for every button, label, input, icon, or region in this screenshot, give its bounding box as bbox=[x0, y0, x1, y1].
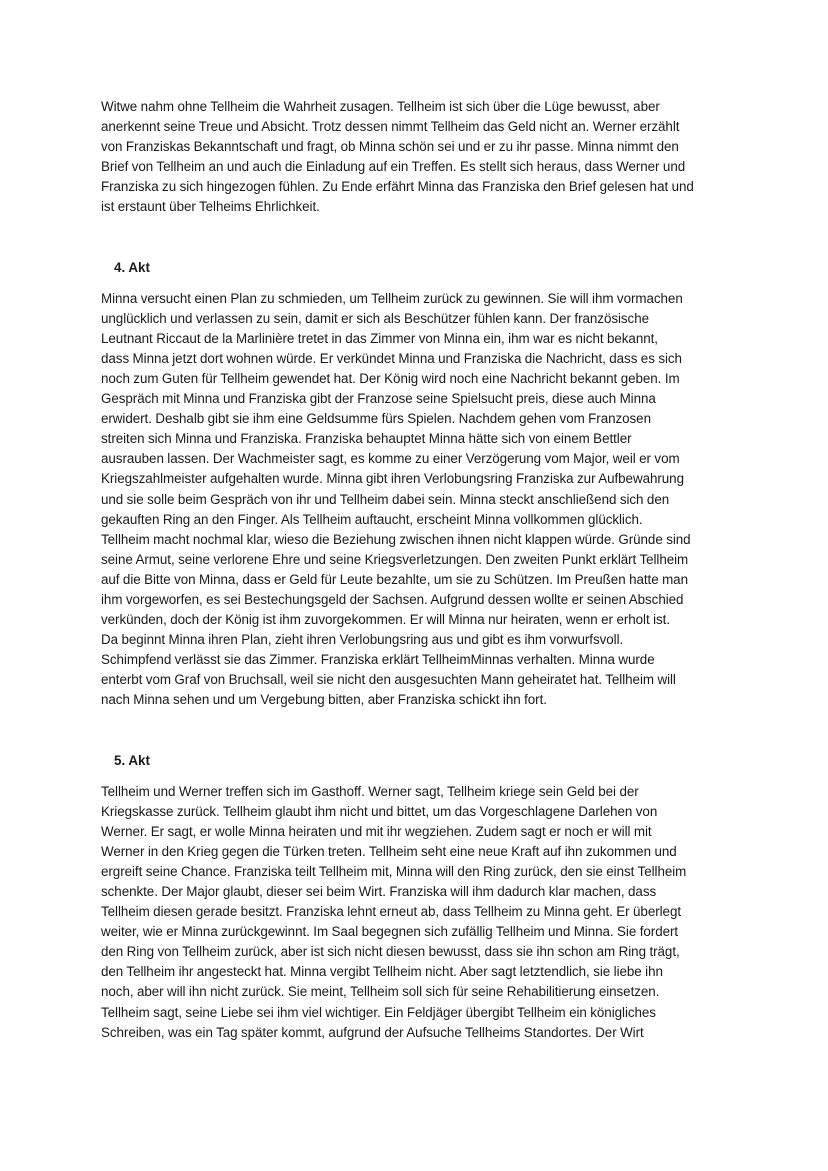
act-5-paragraph: Tellheim und Werner treffen sich im Gasthoff. Werner sagt, Tellheim kriege sein Geld bei der Kriegskasse zurück. Tellheim glaubt ihm nicht und bittet, um das Vorgeschlagene Darlehen von Werner. Er sagt, er wolle Minna heiraten und mit ihr wegziehen. Zudem sagt er noch er will mit Werner in den Krieg gegen die Türken treten. Tellheim seht eine neue Kraft auf ihn zukommen und ergreift seine Chance. Franziska teilt Tellheim mit, Minna will den Ring zurück, den sie einst Tellheim schenkte. Der Major glaubt, dieser sei beim Wirt. Franziska will ihm dadurch klar machen, dass Tellheim diesen gerade besitzt. Franziska lehnt erneut ab, dass Tellheim zu Minna geht. Er überlegt weiter, wie er Minna zurückgewinnt. Im Saal begegnen sich zufällig Tellheim und Minna. Sie fordert den Ring von Tellheim zurück, aber ist sich nicht diesen bewusst, dass sie ihn schon am Ring trägt, den Tellheim ihr angesteckt hat. Minna vergibt Tellheim nicht. Aber sagt letztendlich, sie liebe ihn noch, aber will ihn nicht zurück. Sie meint, Tellheim soll sich für seine Rehabilitierung einsetzen. Tellheim sagt, seine Liebe sei ihm viel wichtiger. Ein Feldjäger übergibt Tellheim ein königliches Schreiben, was ein Tag später kommt, aufgrund der Aufsuche Tellheims Standortes. Der Wirt bbox=[101, 783, 687, 1040]
act-4-paragraph: Minna versucht einen Plan zu schmieden, um Tellheim zurück zu gewinnen. Sie will ihm vormachen unglücklich und verlassen zu sein, damit er sich als Beschützer fühlen kann. Der französische Leutnant Riccaut de la Marlinière tretet in das Zimmer von Minna ein, ihm war es nicht bekannt, dass Minna jetzt dort wohnen würde. Er verkündet Minna und Franziska die Nachricht, dass es sich noch zum Guten für Tellheim gewendet hat. Der König wird noch eine Nachricht bekannt geben. Im Gespräch mit Minna und Franziska gibt der Franzose seine Spielsucht preis, diese auch Minna erwidert. Deshalb gibt sie ihm eine Geldsumme fürs Spielen. Nachdem gehen vom Franzosen streiten sich Minna und Franziska. Franziska behauptet Minna hätte sich von einem Bettler ausrauben lassen. Der Wachmeister sagt, es komme zu einer Verzögerung vom Major, weil er vom Kriegszahlmeister aufgehalten wurde. Minna gibt ihren Verlobungsring Franziska zur Aufbewahrung und sie solle beim Gespräch von ihr und Tellheim dabei sein. Minna steckt anschließend sich den gekauften Ring an den Finger. Als Tellheim auftaucht, erscheint Minna vollkommen glücklich. Tellheim macht nochmal klar, wieso die Beziehung zwischen ihnen nicht klappen würde. Gründe sind seine Armut, seine verlorene Ehre und seine Kriegsverletzungen. Den zweiten Punkt erklärt Tellheim auf die Bitte von Minna, dass er Geld für Leute bezahlte, um sie zu Schützen. Im Preußen hatte man ihm vorgeworfen, es sei Bestechungsgeld der Sachsen. Aufgrund dessen wollte er seinen Abschied verkünden, doch der König ist ihm zuvorgekommen. Er will Minna nur heiraten, wenn er erholt ist. Da beginnt Minna ihren Plan, zieht ihren Verlobungsring aus und gibt es ihm vorwurfsvoll. Schimpfend verlässt sie das Zimmer. Franziska erklärt TellheimMinnas verhalten. Minna wurde enterbt vom Graf von Bruchsall, weil sie nicht den ausgesuchten Mann geheiratet hat. Tellheim will nach Minna sehen und um Vergebung bitten, aber Franziska schickt ihn fort. bbox=[101, 290, 691, 708]
section-spacer bbox=[101, 711, 741, 751]
act-4-heading: 4. Akt bbox=[114, 259, 150, 275]
section-spacer bbox=[101, 218, 741, 258]
page-content bbox=[101, 97, 741, 1043]
intro-paragraph: Witwe nahm ohne Tellheim die Wahrheit zusagen. Tellheim ist sich über die Lüge bewusst, aber anerkennt seine Treue und Absicht. Trotz dessen nimmt Tellheim das Geld nicht an. Werner erzählt von Franziskas Bekanntschaft und fragt, ob Minna schön sei und er zu ihr passe. Minna nimmt den Brief von Tellheim an und auch die Einladung auf ein Treffen. Es stellt sich heraus, dass Werner und Franziska zu sich hingezogen fühlen. Zu Ende erfährt Minna das Franziska den Brief gelesen hat und ist erstaunt über Telheims Ehrlichkeit. bbox=[101, 99, 694, 215]
section-spacer bbox=[101, 278, 741, 289]
act-5-heading: 5. Akt bbox=[114, 752, 150, 768]
section-spacer bbox=[101, 771, 741, 782]
